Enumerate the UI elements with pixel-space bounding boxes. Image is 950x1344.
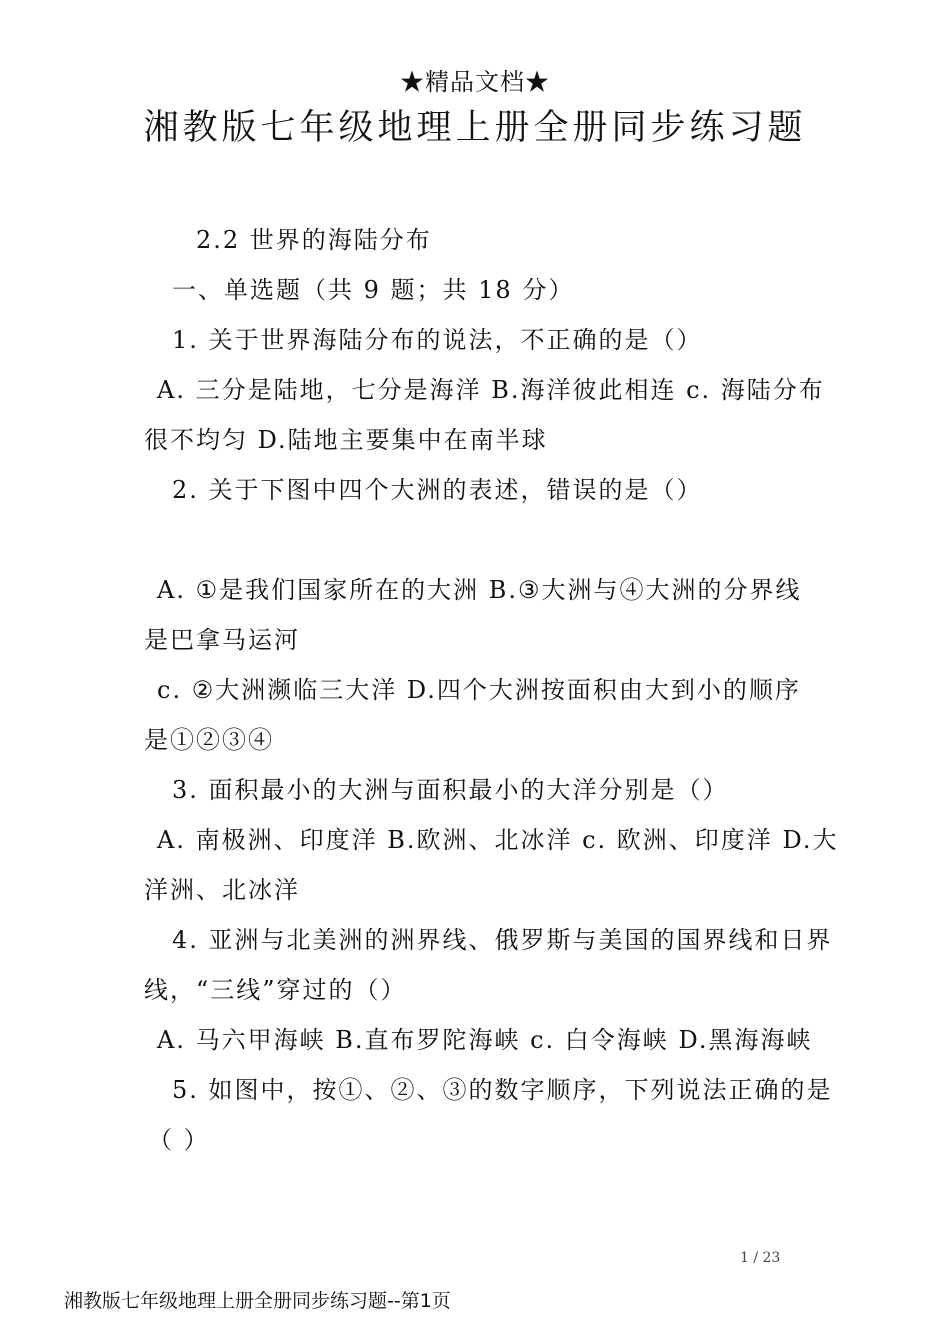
question-1-stem: 1. 关于世界海陆分布的说法，不正确的是（）: [172, 326, 703, 354]
section-heading: 2.2 世界的海陆分布: [196, 226, 432, 254]
question-3-options: A. 南极洲、印度洋 B.欧洲、北冰洋 c. 欧洲、印度洋 D.大: [157, 826, 839, 854]
question-2-stem: 2. 关于下图中四个大洲的表述，错误的是（）: [172, 476, 703, 504]
question-4-stem-cont: 线，“三线”穿过的（）: [144, 976, 407, 1004]
question-2-options: A. ①是我们国家所在的大洲 B.③大洲与④大洲的分界线: [157, 576, 802, 604]
question-1-options: A. 三分是陆地，七分是海洋 B.海洋彼此相连 c. 海陆分布: [157, 376, 825, 404]
question-2-options-2-cont: 是①②③④: [144, 726, 274, 754]
question-5-stem-cont: （ ）: [148, 1126, 210, 1154]
part-heading: 一、单选题（共 9 题；共 18 分）: [172, 276, 575, 304]
question-3-stem: 3. 面积最小的大洲与面积最小的大洋分别是（）: [172, 776, 729, 804]
question-5-stem: 5. 如图中，按①、②、③的数字顺序，下列说法正确的是: [172, 1076, 833, 1104]
question-2-options-2: c. ②大洲濒临三大洋 D.四个大洲按面积由大到小的顺序: [157, 676, 801, 704]
document-title: 湘教版七年级地理上册全册同步练习题: [143, 108, 807, 148]
question-2-options-cont: 是巴拿马运河: [144, 626, 300, 654]
header-mark: ★精品文档★: [400, 68, 550, 96]
question-4-options: A. 马六甲海峡 B.直布罗陀海峡 c. 白令海峡 D.黑海海峡: [157, 1026, 813, 1054]
page-footer: 湘教版七年级地理上册全册同步练习题--第1页: [64, 1290, 451, 1312]
question-1-options-cont: 很不均匀 D.陆地主要集中在南半球: [144, 426, 548, 454]
page-number: 1 / 23: [740, 1250, 781, 1266]
question-4-stem: 4. 亚洲与北美洲的洲界线、俄罗斯与美国的国界线和日界: [172, 926, 833, 954]
question-3-options-cont: 洋洲、北冰洋: [144, 876, 300, 904]
